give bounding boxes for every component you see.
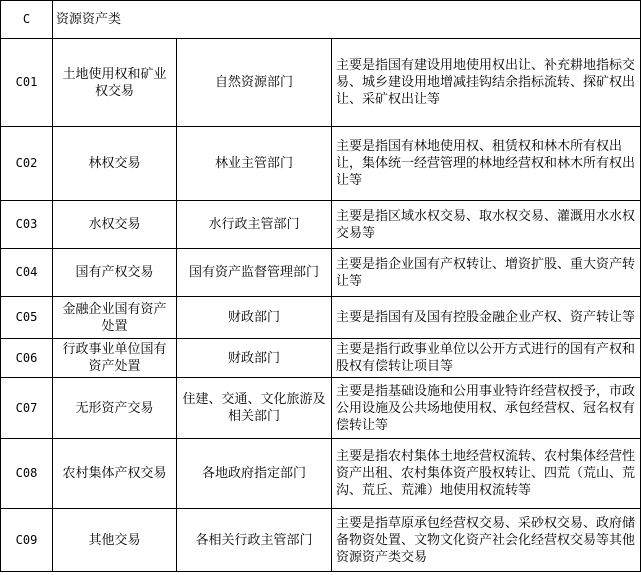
row-code: C03 — [1, 201, 53, 249]
row-description: 主要是指区域水权交易、取水权交易、灌溉用水水权交易等 — [332, 201, 641, 249]
row-description: 主要是指国有及国有控股金融企业产权、资产转让等 — [332, 297, 641, 339]
row-description: 主要是指国有林地使用权、租赁权和林木所有权出让，集体统一经营管理的林地经营权和林木所有权出让等 — [332, 127, 641, 201]
row-trade-name: 金融企业国有资产处置 — [53, 297, 177, 339]
table-row — [1, 378, 641, 439]
row-code: C07 — [1, 378, 53, 439]
row-code: C08 — [1, 439, 53, 509]
row-code: C04 — [1, 249, 53, 297]
table-row — [1, 201, 641, 249]
table-body — [1, 1, 641, 572]
category-header-row — [1, 1, 641, 39]
table-row — [1, 39, 641, 127]
row-description: 主要是指农村集体土地经营权流转、农村集体经营性资产出租、农村集体资产股权转让、四荒（荒山、荒沟、荒丘、荒滩）地使用权流转等 — [332, 439, 641, 509]
row-department: 水行政主管部门 — [177, 201, 332, 249]
row-code: C06 — [1, 339, 53, 378]
row-code: C02 — [1, 127, 53, 201]
table-row — [1, 249, 641, 297]
table-row — [1, 509, 641, 572]
row-department: 林业主管部门 — [177, 127, 332, 201]
row-department: 国有资产监督管理部门 — [177, 249, 332, 297]
table-row — [1, 439, 641, 509]
table-row — [1, 297, 641, 339]
row-trade-name: 农村集体产权交易 — [53, 439, 177, 509]
row-department: 财政部门 — [177, 297, 332, 339]
row-description: 主要是指行政事业单位以公开方式进行的国有产权和股权有偿转让项目等 — [332, 339, 641, 378]
row-description: 主要是指草原承包经营权交易、采砂权交易、政府储备物资处置、文物文化资产社会化经营权交易等其他资源资产类交易 — [332, 509, 641, 572]
row-department: 自然资源部门 — [177, 39, 332, 127]
row-description: 主要是指国有建设用地使用权出让、补充耕地指标交易、城乡建设用地增减挂钩结余指标流转、探矿权出让、采矿权出让等 — [332, 39, 641, 127]
row-description: 主要是指基础设施和公用事业特许经营权授予，市政公用设施及公共场地使用权、承包经营权、冠名权有偿转让等 — [332, 378, 641, 439]
row-code: C05 — [1, 297, 53, 339]
row-trade-name: 其他交易 — [53, 509, 177, 572]
row-code: C09 — [1, 509, 53, 572]
row-trade-name: 无形资产交易 — [53, 378, 177, 439]
row-trade-name: 国有产权交易 — [53, 249, 177, 297]
category-code: C — [1, 1, 53, 39]
table-row — [1, 339, 641, 378]
row-trade-name: 水权交易 — [53, 201, 177, 249]
row-department: 各地政府指定部门 — [177, 439, 332, 509]
table-row — [1, 127, 641, 201]
category-title: 资源资产类 — [53, 1, 641, 39]
row-department: 住建、交通、文化旅游及相关部门 — [177, 378, 332, 439]
row-department: 各相关行政主管部门 — [177, 509, 332, 572]
row-trade-name: 林权交易 — [53, 127, 177, 201]
row-trade-name: 行政事业单位国有资产处置 — [53, 339, 177, 378]
row-description: 主要是指企业国有产权转让、增资扩股、重大资产转让等 — [332, 249, 641, 297]
row-department: 财政部门 — [177, 339, 332, 378]
row-code: C01 — [1, 39, 53, 127]
row-trade-name: 土地使用权和矿业权交易 — [53, 39, 177, 127]
